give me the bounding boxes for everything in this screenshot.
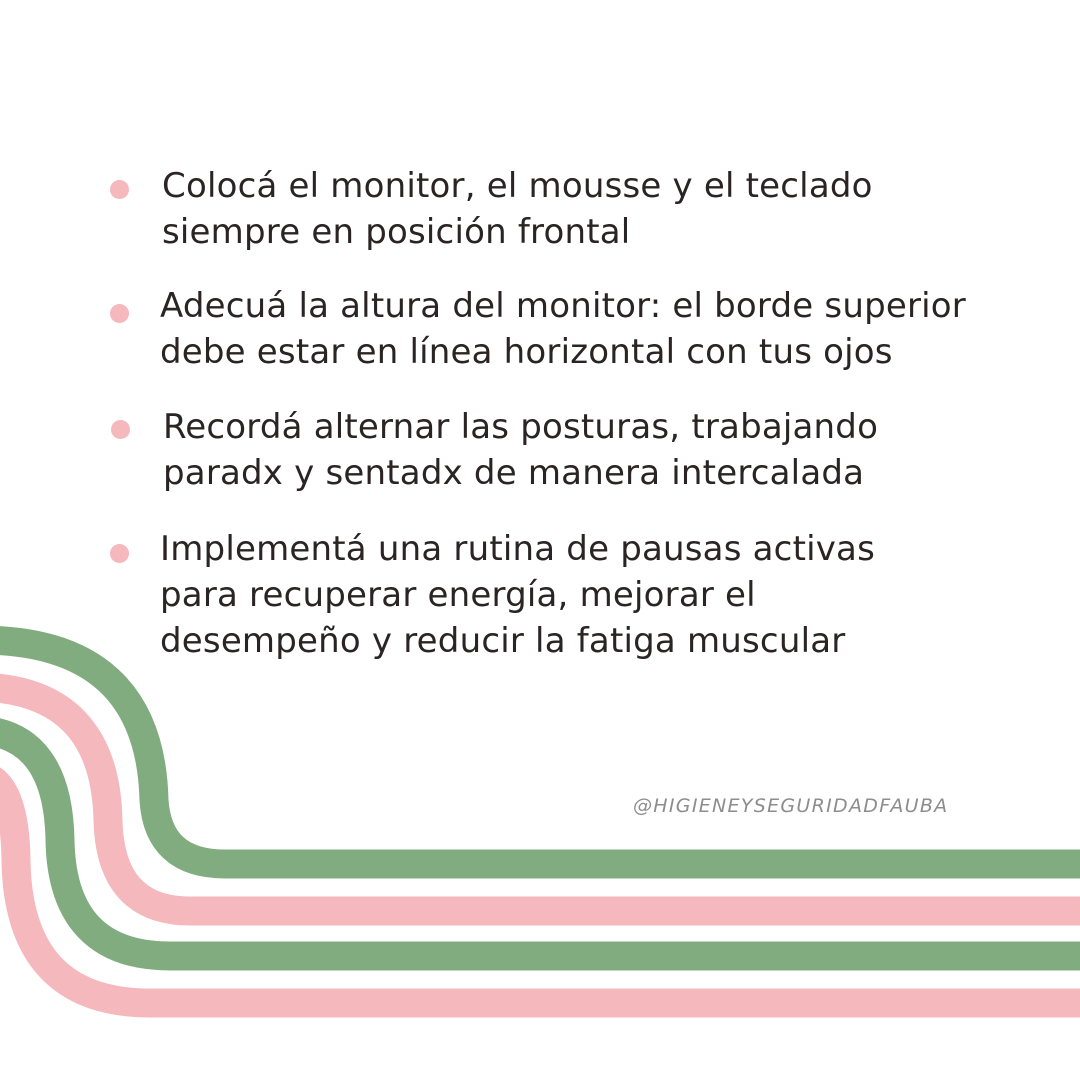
tip-line: Adecuá la altura del monitor: el borde superior: [160, 286, 966, 326]
tip-line: para recuperar energía, mejorar el: [160, 575, 756, 615]
tip-line: Implementá una rutina de pausas activas: [160, 529, 876, 569]
tip-line: paradx y sentadx de manera intercalada: [163, 453, 865, 493]
tip-line: Recordá alternar las posturas, trabajando: [163, 407, 879, 447]
tip-line: siempre en posición frontal: [162, 212, 631, 252]
social-handle: @HIGIENEYSEGURIDADFAUBA: [633, 795, 949, 817]
tip-line: debe estar en línea horizontal con tus ojos: [160, 332, 893, 372]
green-stripe-outer: [0, 640, 1080, 864]
tip-line: desempeño y reducir la fatiga muscular: [160, 621, 846, 661]
tip-line: Colocá el monitor, el mousse y el teclado: [162, 166, 873, 206]
